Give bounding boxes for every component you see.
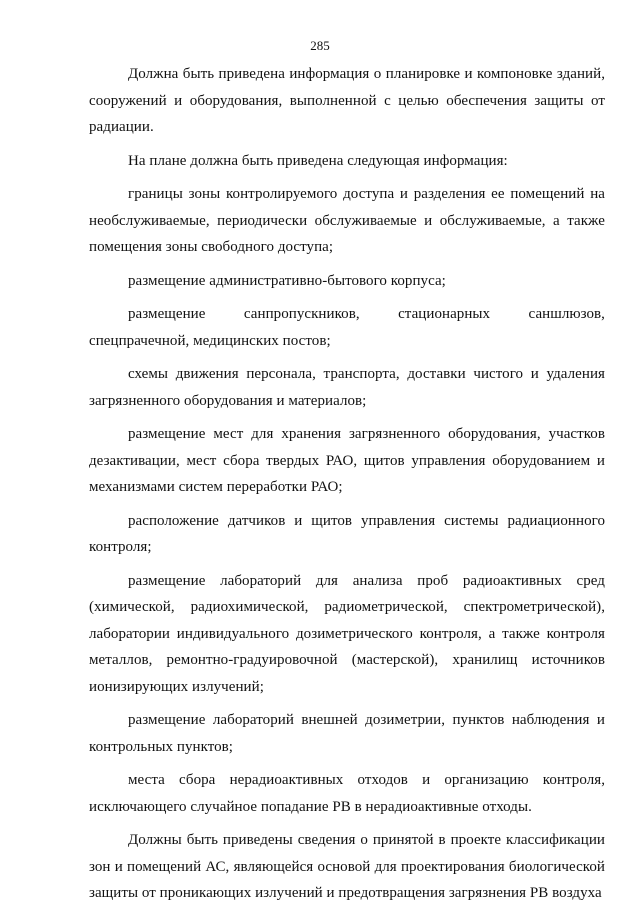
- page-number: 285: [310, 38, 330, 53]
- paragraph-movement-schemes: схемы движения персонала, транспорта, доставки чистого и удаления загрязненного оборудования и материалов;: [89, 366, 605, 409]
- paragraph-storage-places: размещение мест для хранения загрязненного оборудования, участков дезактивации, мест сбора твердых РАО, щитов управления оборудованием и механизмами систем переработки РАО;: [89, 426, 605, 495]
- paragraph-zone-classification: Должны быть приведены сведения о принятой в проекте классификации зон и помещений АС, являющейся основой для проектирования биологической защиты от проникающих излучений и предотвращения загрязнения РВ воздуха: [89, 832, 605, 901]
- document-body: [89, 61, 605, 907]
- paragraph-laboratories: размещение лабораторий для анализа проб радиоактивных сред (химической, радиохимической, радиометрической, спектрометрической), лаборатории индивидуального дозиметрического контроля, а также контроля металлов, ремонтно-градуировочной (мастерской), хранилищ источников ионизирующих излучений;: [89, 572, 605, 695]
- paragraph-sensor-locations: расположение датчиков и щитов управления системы радиационного контроля;: [89, 512, 605, 555]
- paragraph-external-dosimetry: размещение лабораторий внешней дозиметрии, пунктов наблюдения и контрольных пунктов;: [89, 712, 605, 755]
- paragraph-layout-info: Должна быть приведена информация о планировке и компоновке зданий, сооружений и оборудования, выполненной с целью обеспечения защиты от радиации.: [89, 66, 605, 135]
- paragraph-sanitary-facilities: размещение санпропускников, стационарных саншлюзов, спецпрачечной, медицинских постов;: [89, 306, 605, 349]
- paragraph-plan-intro: На плане должна быть приведена следующая информация:: [128, 152, 508, 169]
- paragraph-admin-building: размещение административно-бытового корпуса;: [128, 272, 446, 289]
- paragraph-controlled-zone-borders: границы зоны контролируемого доступа и разделения ее помещений на необслуживаемые, периодически обслуживаемые и обслуживаемые, а также помещения зоны свободного доступа;: [89, 186, 605, 255]
- paragraph-waste-collection: места сбора нерадиоактивных отходов и организацию контроля, исключающего случайное попадание РВ в нерадиоактивные отходы.: [89, 772, 605, 815]
